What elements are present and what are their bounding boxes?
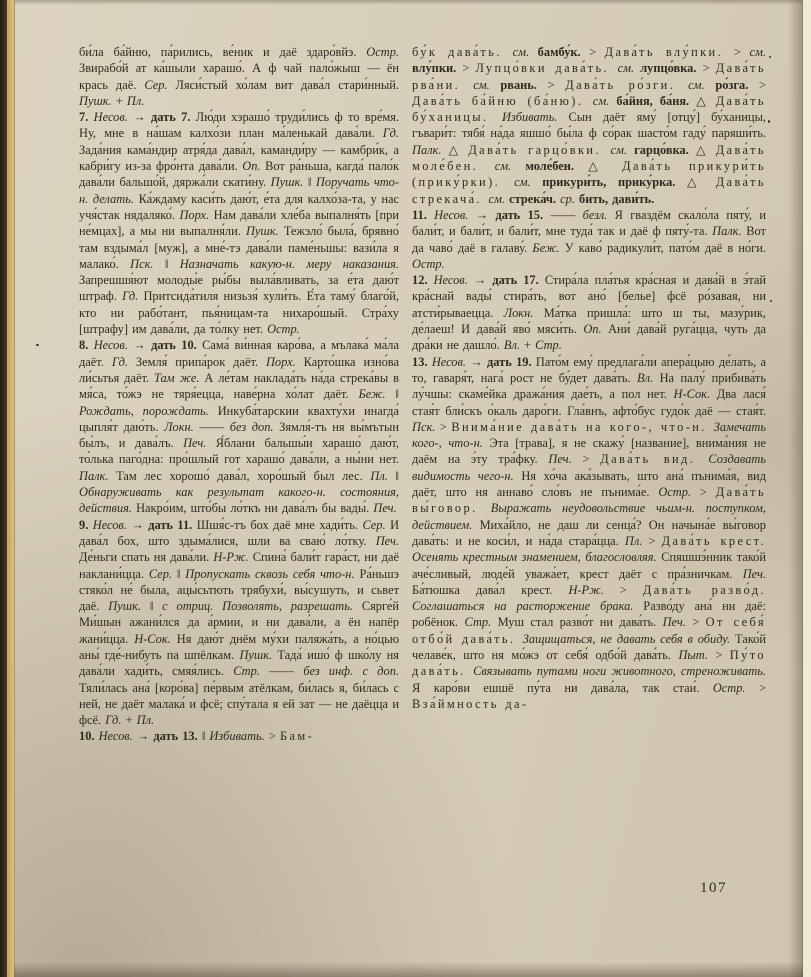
text-segment: Там же. [154,370,205,385]
text-segment: см. [488,191,510,206]
text-segment: Дава́ть влу́пки. [604,45,734,59]
text-segment: моле́бен. [525,159,589,174]
text-segment: —— [199,419,230,434]
scan-speck [770,300,772,302]
text-segment: Спяшшэ́нник тако́й аче́сливый, люде́й уважа́ет, крест даёт с пра́зничкам. [412,550,766,581]
scan-speck [769,56,771,58]
text-segment: дать 17. [492,273,545,288]
text-segment: Ба́тюшка дава́л крест. [412,582,569,597]
text-segment: Карто́шка изно́ва ли́сьтья даёт. [79,354,399,385]
text-segment: + [125,713,137,728]
text-segment: лупцо́вка. [640,61,703,76]
text-segment: Пл. [370,468,396,483]
text-segment: 11. [412,207,435,222]
text-segment: Беж. [532,240,565,255]
text-segment: ‖ [149,599,163,614]
text-segment: Сер. [362,517,391,532]
text-segment: Соглашаться на расторжение брака. [412,599,644,614]
text-segment: △ [696,93,716,108]
scan-edge-top [14,0,803,5]
text-segment: Сама́ ви́нная каро́ва, а мълака́ ма́ла даёт. [79,338,399,369]
text-segment: Печ. [662,615,693,630]
text-segment: бить, дави́ть. [579,191,655,206]
text-segment: см. [514,175,543,190]
text-segment: Дава́ть разво́д. [642,582,766,597]
text-segment: Зямля́-тъ ня вы́мътын бы́лъ, и дава́лъ. [79,419,399,451]
text-segment: △ [448,142,469,157]
text-segment: А ле́там наклада́ть на́да стрека́вы в мя́са, то́жэ не тяря́ецца, наве́рна хо́лат даёт. [79,370,399,402]
text-segment: → [136,729,154,744]
text-segment: Печ. [183,436,216,451]
text-segment: Ани́ дава́й руга́цца, чуть да дра́ки не дашло́. [412,322,766,353]
text-segment: Палк. [712,224,747,239]
text-segment: → [473,273,493,288]
text-segment: 9. [79,517,93,532]
text-segment: Палк. [79,468,117,483]
text-segment: Запрешшя́ют молоды́е ры́бы выла́вливать, за е́та даю́т штраф. [79,273,399,304]
text-segment: Тада́ ишо́ ф шко́лу ня дава́ли хади́ть, смяя́лись. [79,647,399,679]
text-segment: Шшя́с-тъ бох даё мне хади́ть. [196,517,363,532]
text-segment: Пато́м ему́ предлага́ли апера́цыю де́лать, а то, гаваря́т, нага́ рост не бу́дет дава́ть. [412,354,766,385]
text-segment: Рождать, порождать. [79,403,218,418]
text-segment: Дава́ть гарцо́вки. [468,142,611,157]
text-segment: Стр. [464,615,498,630]
text-segment: Тако́й челаве́к, што ня мо́жэ от себя́ одбо́й дава́ть. [412,631,766,662]
dictionary-paragraph [412,354,766,713]
text-segment: Сярге́й Ми́шын ажани́лся да а́рмии, и ни дава́ли, а ён напёр жани́цца. [79,599,399,646]
text-segment: Несов. [92,517,132,532]
text-segment: см. [512,45,538,59]
text-segment: > [692,615,706,630]
text-segment: Печ. [548,452,583,467]
text-segment: > [619,582,643,597]
text-segment: → [133,338,152,353]
text-segment: Земля́ припа́рок даёт. [135,354,266,369]
text-segment: > [759,680,766,695]
text-segment: без доп. [229,419,280,434]
text-segment: → [133,110,151,125]
text-segment: Нам дава́ли хле́ба выпалня́ть [при не́мцах], а мы ни выпалня́ли. [79,207,399,239]
text-segment: Локн. [503,305,544,320]
text-segment: Защищаться, не давать себя в обиду. [522,631,735,646]
text-segment: Тежэло́ была́, брявно́ там вздыма́л [муж], а мне́-тэ дава́ли паме́ньшы: вази́ла я малако́. [79,224,399,271]
text-segment: дать 11. [148,517,197,532]
text-segment: безл. [582,207,615,222]
scan-speck [768,120,770,123]
text-segment: Де́ньги спать ня дава́ли. [79,550,214,565]
text-segment: Пропускать сквозь себя что-н. [185,566,360,581]
dictionary-paragraph [79,337,399,516]
text-segment: Локн. [164,419,200,434]
text-segment: дать 7. [150,110,196,125]
text-segment: Сын даёт яму́ [отцу́] бу́ханицы, гъвари́т: тябя́ на́да яшшо́ бы́ла ф со́рак шасто́м гаду́ паряши́ть. [412,110,766,141]
text-segment: Я каро́ви ешшё пу́та ни дава́ла, так стаи́. [412,680,713,695]
text-segment: > [733,45,750,59]
text-segment: дать 15. [495,207,551,222]
text-segment: Пушк. [245,224,284,239]
text-segment: > [702,61,716,76]
text-segment: Оп. [583,322,609,337]
text-segment: Сер. [144,77,176,92]
text-segment: Дава́ть рва́ни. [412,61,766,92]
text-segment: Порх. [265,354,304,369]
text-segment: рвань. [500,77,548,92]
text-segment: Спина́ бали́т гара́ст, ни даё наклани́цца. [79,550,399,581]
text-segment: Ра́ньшэ стяко́л не́ была, ацы́сьтють трябухи́, вы́сушуть, и сьвет даё. [79,566,399,614]
text-segment: Я гваздём скало́ла пяту́, и бали́т, и бали́т, и бали́т, мне туда́ так и даё ф пяту́-та. [412,207,766,239]
text-segment: Разво́ду ана́ ни даё: робёнок. [412,599,766,630]
text-segment: Пу́то дава́ть. [412,647,766,679]
text-segment: + [115,93,127,108]
text-segment: Инкуба́тарскии квахту́хи инагда́ цыпля́т даю́ть. [79,403,399,434]
text-segment: Избивать. [501,110,569,125]
text-segment: △ [695,142,716,157]
text-segment: Вот ра́ньша, кагда́ пало́к дава́ли бальшо́й, дяржа́ли скати́ну. [79,159,399,190]
text-segment: см. [617,61,641,76]
text-segment: ‖ [176,566,186,581]
text-segment: > [582,452,601,467]
dictionary-paragraph [79,517,399,729]
text-segment: > [715,647,730,662]
text-segment: —— [269,664,304,679]
text-segment: Дава́ть вид. [600,452,709,467]
text-segment: без инф. с доп. [303,664,399,679]
scan-edge-right-light [802,0,811,977]
text-segment: > [268,729,280,744]
text-segment: Выражать неудовольствие чьим-н. поступком, действием. [412,501,766,532]
text-segment: 10. [79,729,99,744]
text-segment: Создавать видимость чего-н. [412,452,766,483]
dictionary-paragraph [412,207,766,272]
text-segment: Гд. [382,126,399,141]
dictionary-paragraph [412,44,766,207]
scan-edge-left-dark [0,0,7,977]
text-segment: > [759,77,766,92]
text-segment: Остр. [658,485,700,500]
text-segment: → [475,207,496,222]
text-segment: Печ. [742,566,766,581]
scan-speck [36,344,39,346]
text-segment: Гд. [105,713,126,728]
text-segment: Несов. [93,338,134,353]
text-segment: Гд. [122,289,144,304]
text-segment: Остр. [366,45,399,59]
scan-edge-right-shadow [788,0,803,977]
text-segment: Н-Сок. [673,387,717,402]
text-segment: Палк. [412,142,449,157]
text-segment: Стр. [233,664,270,679]
text-segment: Ма́тка пришла́: што ш ты, мазу́рик, де́лаеш! И дава́й яво́ мяси́ть. [412,305,766,337]
text-segment: У каво́ радикули́т, пато́м даё в но́ги. [564,240,766,255]
text-segment: Пск. [412,419,440,434]
text-segment: Лупцо́вки дава́ть. [475,61,618,76]
text-segment: Ляси́стый хо́лам вит дава́л стари́нный. [175,77,399,92]
text-segment: Несов. [98,729,137,744]
text-segment: Пл. [126,93,145,108]
text-segment: △ [588,159,623,174]
text-segment: Избивать. [209,729,269,744]
text-segment: Сер. [148,566,177,581]
text-segment: Пл. [624,533,649,548]
dictionary-paragraph [79,44,399,109]
text-segment: Дава́ть бу́ханицы. [412,93,766,125]
dictionary-paragraph [79,728,399,744]
text-segment: ‖ [395,387,399,402]
text-segment: бу́к дава́ть. [412,45,513,59]
text-segment: Печ. [375,533,399,548]
text-segment: На палу́ прибива́ть лу́чшы: скаме́йка дража́ния дае́ть, а пол нет. [412,370,766,402]
text-segment: ‖ [307,175,316,190]
text-segment: ‖ [164,256,180,271]
text-segment: ба́йня, ба́ня. [616,93,697,108]
text-segment: Несов. [93,110,134,125]
text-segment: + [524,338,536,353]
text-segment: Дава́ть вы́говор. [412,485,766,516]
text-segment: Гд. [111,354,136,369]
text-segment: Тяли́лась ана́ [коро́ва] пе́рвым атёлкам, би́лась я, би́лась с ней, не даёт малака́ и фсё; спу́тала я ей зат — не даёцца и фсё. [79,680,399,728]
text-segment: Вза́ймность да- [412,696,529,711]
text-segment: Порх. [179,207,214,222]
text-segment: гарцо́вка. [634,142,696,157]
dictionary-paragraph [412,272,766,353]
text-segment: Лю́ди хэрашо́ труди́лись ф то вре́мя. Ну, мне в на́шам калхо́зи план ма́ленькай дава́ли. [79,110,399,141]
text-segment: Стр. [535,338,562,353]
text-segment: бамбу́к. [537,45,590,59]
text-segment: прикури́ть, прику́рка. [542,175,688,190]
text-segment: Назначать какую-н. меру наказания. [179,256,399,271]
text-segment: Вот да чаво́ даё в галаву́. [412,224,766,255]
text-segment: с отриц. Позволять, разрешать. [162,599,362,614]
text-segment: 7. [79,110,94,125]
text-segment: Оп. [242,159,266,174]
text-segment: дать 19. [486,354,536,369]
text-segment: Там лес хорошо́ дава́л, хоро́шый был лес. [116,468,371,483]
text-segment: И дава́л бох, што здыма́лися, шли ва сваю́ ло́тку. [79,517,399,548]
text-segment: ‖ [201,729,210,744]
text-segment: см. [688,77,716,92]
text-segment: △ [687,175,716,190]
text-segment: Пушк. [79,93,116,108]
column-left [79,44,399,745]
text-segment: Остр. [267,322,300,337]
page-number: 107 [700,880,727,896]
text-segment: Вл. [503,338,525,353]
text-segment: Дава́ть крест. [661,533,766,548]
text-segment: см. [610,142,635,157]
text-segment: Беж. [358,387,396,402]
text-segment: Миха́йло, не даш ли сенца́? Он начына́е вы́говор дава́ть: и не коси́л, и на́да стара́цца. [412,517,766,548]
text-segment: см. [592,93,617,108]
text-segment: > [589,45,605,59]
text-segment: Я́блани бальшы́и харашо́ даю́т, то́лька паго́дна: про́шлый гот харашо́ дава́ли, а ны́ни нет. [79,436,399,467]
text-segment: Дава́ть моле́бен. [412,142,766,174]
text-segment: дать 10. [151,338,203,353]
text-segment: Ня хо́ча ака́зывать, што ана́ пънима́я, вид даёт, што ня аннаво́ сло́въ не пънима́е. [412,468,766,500]
text-segment: Связывать путами ноги животного, стреноживать. [473,664,766,679]
text-segment: 12. [412,273,434,288]
text-segment: > [648,533,662,548]
text-segment: Н-Рж. [213,550,253,565]
text-segment: Пушк. [270,175,308,190]
text-segment: Вл. [637,370,660,385]
text-segment: Ка́ждаму каси́ть даю́т, е́та для калхо́за-та, у нас учя́стак нядаляко́. [79,191,399,222]
text-segment: Пск. [130,256,165,271]
text-segment: Бам- [279,729,315,744]
text-segment: влу́пки. [412,61,463,76]
text-segment: > [462,61,476,76]
text-segment: дать 13. [153,729,202,744]
scan-edge-bottom [14,962,803,977]
text-segment: Пушк. [239,647,278,662]
text-segment: Ня даю́т днём му́хи паляжа́ть, а но́цью аны́ где́-нибуть па шпёлкам. [79,631,399,662]
text-segment: Дава́ть прикури́ть (прику́рки). [412,159,766,190]
column-right [412,44,766,745]
text-segment: Притсида́тиля низьзя́ хули́ть. Е́та таму́ благо́й, кто ни рабо́тант, пья́ницам-та нихаро́шый. Стра́ху [штрафу] им дава́ли, да то́лку нет. [79,289,399,337]
text-segment: стрека́ч. [509,191,561,206]
text-segment: Звирабо́й ат ка́шыли харашо́. А ф чай пало́жыш — ён крась даё. [79,61,399,92]
text-segment: Остр. [712,680,759,695]
text-segment: би́ла ба́йню, па́рились, ве́ник и даё здаро́вйэ. [79,45,367,59]
text-segment: Эта [трава], я не скажу́ [название], внима́ния не даём на э́ту тра́фку. [412,436,766,467]
scan-edge-left-gold [7,0,15,977]
text-segment: Несов. [431,354,471,369]
text-segment: см. [473,77,501,92]
dictionary-paragraph [79,109,399,337]
text-segment: > [699,485,716,500]
text-segment: Несов. [433,273,474,288]
text-segment: Муш стал разво́т ни дава́ть. [497,615,663,630]
text-segment: Замечать кого-, что-н. [412,419,766,451]
text-segment: Н-Сок. [134,631,177,646]
text-segment: ‖ [395,468,399,483]
text-segment: > [439,419,452,434]
text-segment: Поручать что-н. делать. [79,175,399,206]
text-segment: Печ. [373,501,397,516]
text-segment: Стира́ла пла́тья кра́сная и дава́й в э́тай кра́снай вады́ стира́ть, вот ано́ [белье] фсё ро́завая, ни атсти́рываецца. [412,273,766,320]
text-segment: Несов. [434,207,476,222]
text-segment: Накро́им, што́бы ло́ткъ ни дава́лъ бы вады́. [136,501,374,516]
text-segment: Дава́ть ба́йню (ба́ню). [412,93,593,108]
text-segment: Обнаруживать как результат какого-н. состояния, действия. [79,485,399,516]
text-segment: Два лася́ стая́т бли́скъ о́каль даро́ги. Гла́внъ, афто́бус гудо́к даё — стая́т. [412,387,766,418]
text-segment: Дава́ть ро́зги. [565,77,689,92]
text-segment: Пушк. [108,599,150,614]
text-segment: Осенять крестным знамением, благословляя. [412,550,662,565]
text-segment: Дава́ть стрекача́. [412,175,766,206]
text-segment: ср. [560,191,579,206]
text-segment: —— [550,207,583,222]
text-segment: см. [749,45,766,59]
text-segment: → [470,354,487,369]
dictionary-text-area [79,44,766,745]
text-segment: Н-Рж. [568,582,620,597]
text-segment: Внима́ние дава́ть на кого-, что-н. [451,419,714,434]
text-segment: 13. [412,354,432,369]
text-segment: > [547,77,566,92]
text-segment: Остр. [412,256,445,271]
text-segment: см. [494,159,526,174]
text-segment: Пыт. [678,647,716,662]
text-segment: → [131,517,149,532]
text-segment: Пл. [136,713,155,728]
text-segment: 8. [79,338,94,353]
text-segment: ро́зга. [715,77,759,92]
text-segment: Зада́ния кама́ндир атря́да дава́л, каманди́ру — камбри́к, а кабри́гу из-за фро́нта дава́ли. [79,142,399,174]
text-segment: От себя́ отбо́й дава́ть. [412,615,766,646]
